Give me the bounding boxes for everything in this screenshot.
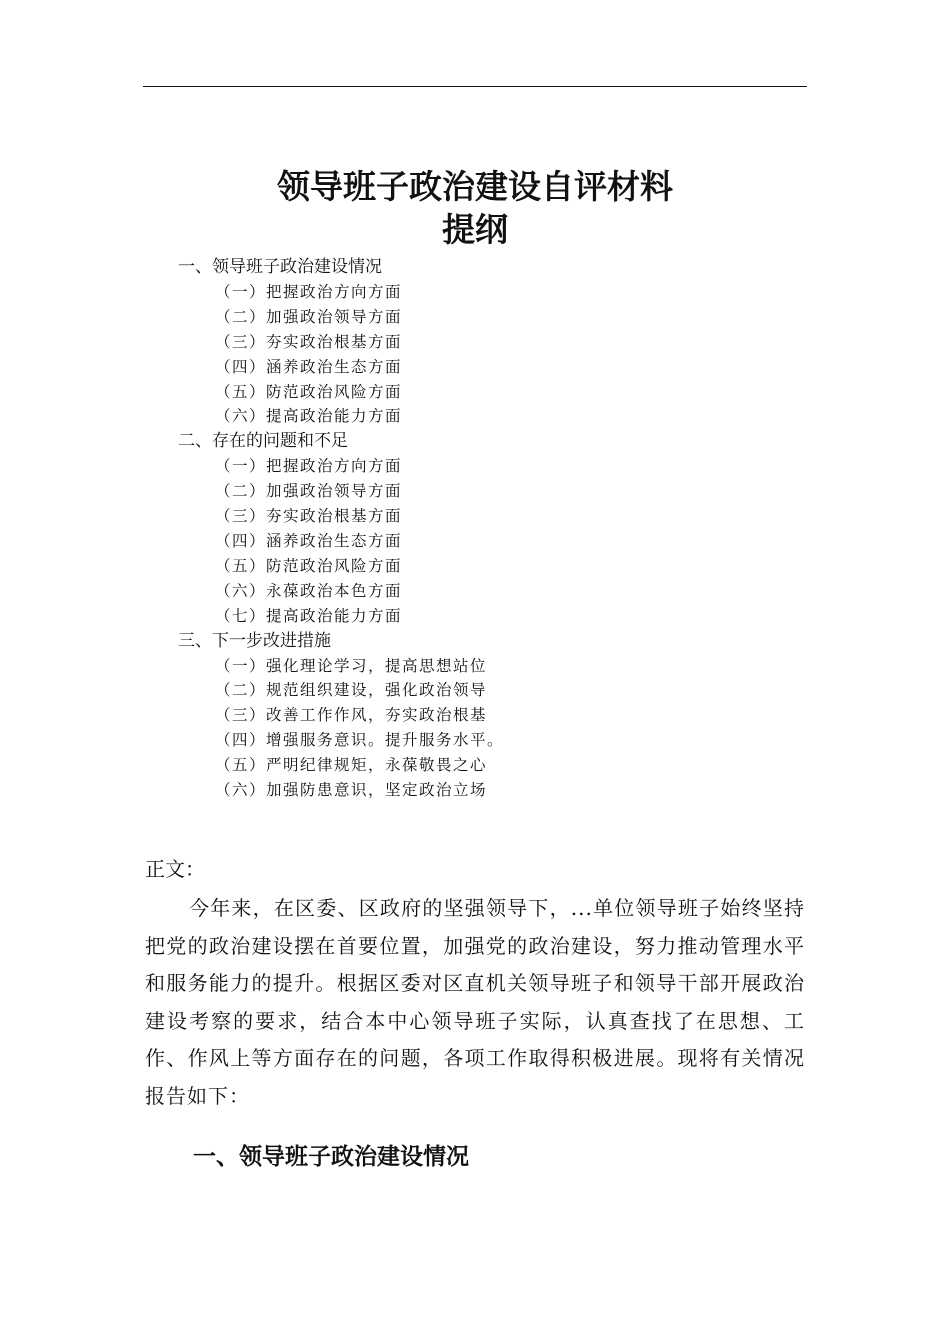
outline-item: （六）永葆政治本色方面	[215, 581, 403, 600]
outline-section	[178, 255, 504, 429]
outline-item: （二）规范组织建设，强化政治领导	[215, 681, 488, 700]
outline-item: （四）涵养政治生态方面	[215, 532, 403, 551]
body-paragraph: 今年来，在区委、区政府的坚强领导下，...单位领导班子始终坚持把党的政治建设摆在首要位置，加强党的政治建设，努力推动管理水平和服务能力的提升。根据区委对区直机关领导班子和领导干部开展政治建设考察的要求，结合本中心领导班子实际，认真查找了在思想、工作、作风上等方面存在的问题，各项工作取得积极进展。现将有关情况报告如下：	[145, 896, 805, 1108]
header-rule	[143, 86, 807, 87]
outline-item: （六）加强防患意识，坚定政治立场	[215, 781, 488, 800]
outline-item: （三）夯实政治根基方面	[215, 332, 403, 351]
outline-item: （二）加强政治领导方面	[215, 307, 403, 326]
outline-item: （四）增强服务意识。提升服务水平。	[215, 731, 505, 750]
outline-item: （一）把握政治方向方面	[215, 457, 403, 476]
outline-item: （三）改善工作作风，夯实政治根基	[215, 706, 488, 725]
body-label: 正文：	[145, 857, 205, 881]
outline-items	[178, 654, 504, 803]
outline-item: （一）把握政治方向方面	[215, 283, 403, 301]
outline-section	[178, 629, 504, 803]
outline-item: （二）加强政治领导方面	[215, 482, 403, 501]
outline-item: （三）夯实政治根基方面	[215, 507, 403, 526]
outline-items	[178, 454, 504, 628]
outline-item: （七）提高政治能力方面	[215, 606, 403, 625]
outline-item: （六）提高政治能力方面	[215, 407, 403, 426]
document-title: 领导班子政治建设自评材料	[277, 167, 673, 206]
outline-items	[178, 280, 504, 429]
document-subtitle: 提纲	[442, 210, 508, 249]
outline-item: （四）涵养政治生态方面	[215, 357, 403, 376]
body-section-heading: 一、领导班子政治建设情况	[193, 1144, 469, 1170]
outline-item: （五）严明纪律规矩，永葆敬畏之心	[215, 756, 488, 775]
outline-heading: 二、存在的问题和不足	[178, 431, 348, 452]
outline-item: （五）防范政治风险方面	[215, 556, 403, 575]
outline-heading: 三、下一步改进措施	[178, 630, 331, 651]
outline-section	[178, 429, 504, 628]
outline-heading: 一、领导班子政治建设情况	[178, 257, 382, 277]
outline-item: （一）强化理论学习，提高思想站位	[215, 656, 488, 675]
outline	[178, 255, 504, 803]
outline-item: （五）防范政治风险方面	[215, 382, 403, 401]
